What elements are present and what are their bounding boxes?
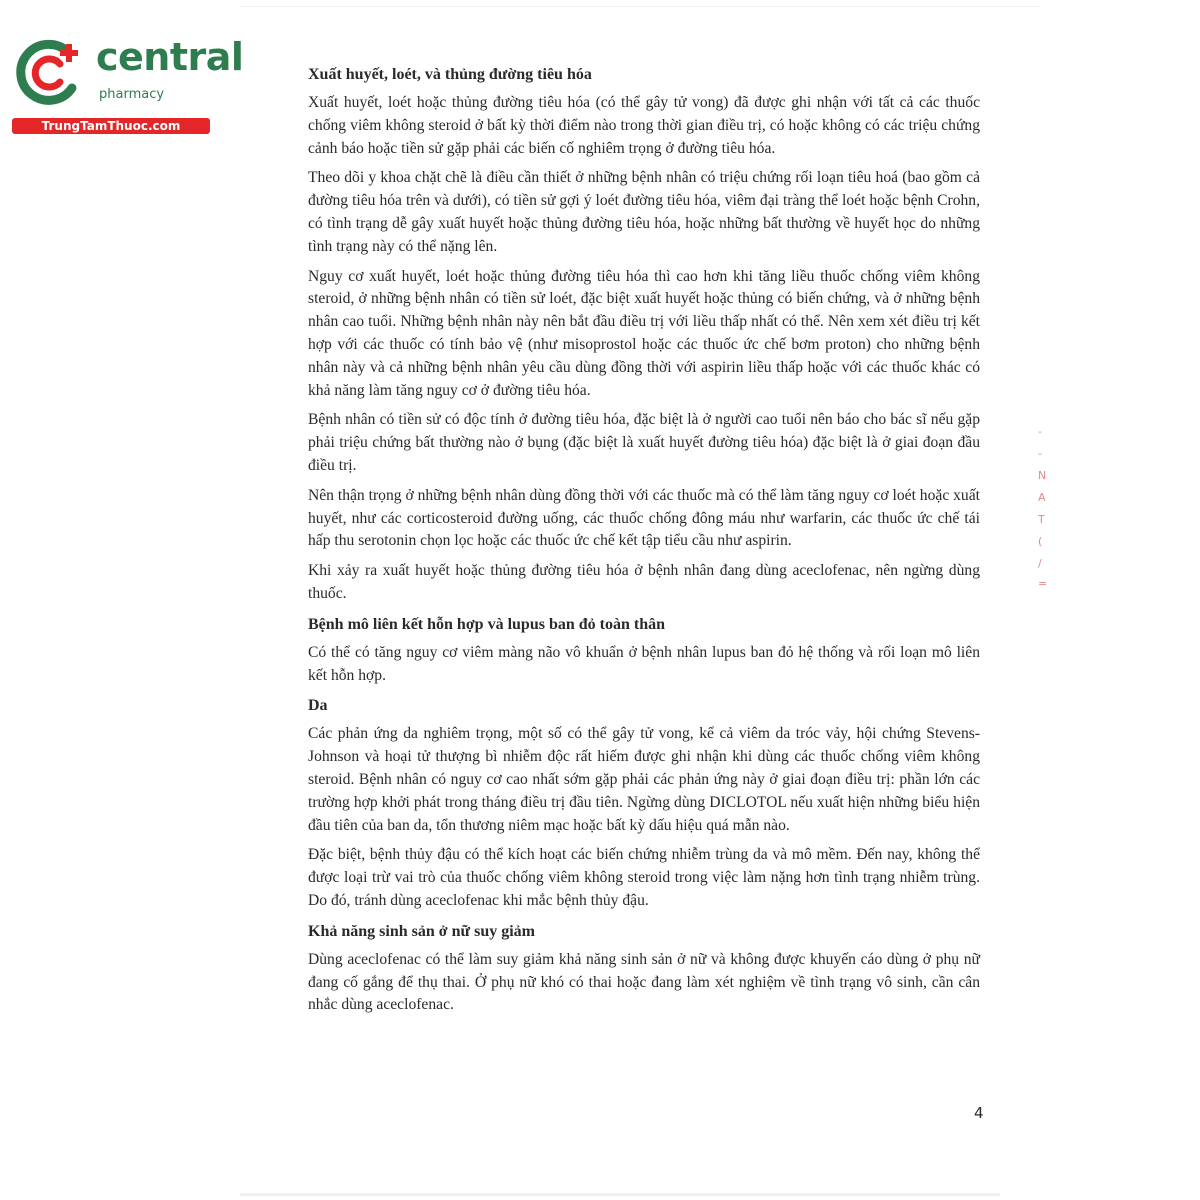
margin-stamp-marks: - - N A T ( / = bbox=[1038, 425, 1048, 590]
paragraph: Xuất huyết, loét hoặc thủng đường tiêu hóa (có thể gây tử vong) đã được ghi nhận với tất cả các thuốc chống viêm không steroid ở bất kỳ thời điểm nào trong thời gian điều trị, có hoặc không có các triệu chứng cảnh báo hoặc tiền sử gặp phải các biến cố nghiêm trọng ở đường tiêu hóa. bbox=[308, 94, 980, 157]
pharmacy-cross-logo-icon bbox=[10, 38, 90, 108]
scan-edge-bottom bbox=[240, 1193, 1000, 1196]
paragraph: Nên thận trọng ở những bệnh nhân dùng đồng thời với các thuốc mà có thể làm tăng nguy cơ loét hoặc xuất huyết, như các corticosteroid đường uống, các thuốc chống đông máu như warfarin, các thuốc ức chế tái hấp thu serotonin chọn lọc hoặc các thuốc ức chế kết tập tiểu cầu như aspirin. bbox=[308, 486, 980, 550]
paragraph: Các phản ứng da nghiêm trọng, một số có thể gây tử vong, kể cả viêm da tróc vảy, hội chứng Stevens-Johnson và hoại tử thượng bì nhiễm độc rất hiếm được ghi nhận khi dùng các thuốc chống viêm không steroid. Bệnh nhân có nguy cơ cao nhất sớm gặp phải các phản ứng này ở giai đoạn điều trị: phần lớn các trường hợp khởi phát trong tháng điều trị đầu tiên. Ngừng dùng DICLOTOL nếu xuất hiện những biểu hiện đầu tiên của ban da, tổn thương niêm mạc hoặc bất kỳ dấu hiệu quá mẫn nào. bbox=[308, 725, 980, 834]
section-gi-bleeding bbox=[308, 64, 980, 606]
paragraph: Bệnh nhân có tiền sử có độc tính ở đường tiêu hóa, đặc biệt là ở người cao tuổi nên báo cho bác sĩ nếu gặp phải triệu chứng bất thường nào ở bụng (đặc biệt là xuất huyết đường tiêu hóa) đặc biệt là ở giai đoạn đầu điều trị. bbox=[308, 411, 980, 474]
section-heading: Da bbox=[308, 697, 328, 715]
scan-edge-top bbox=[240, 6, 1040, 7]
section-female-fertility bbox=[308, 921, 980, 1017]
paragraph: Đặc biệt, bệnh thủy đậu có thể kích hoạt các biến chứng nhiễm trùng da và mô mềm. Đến nay, không thể được loại trừ vai trò của thuốc chống viêm không steroid trong việc làm nặng hơn tình trạng nhiễm trùng. Do đó, tránh dùng aceclofenac khi mắc bệnh thủy đậu. bbox=[308, 846, 980, 909]
section-skin bbox=[308, 695, 980, 912]
central-pharmacy-logo[interactable] bbox=[10, 35, 244, 138]
page-number: 4 bbox=[974, 1104, 984, 1122]
section-heading: Bệnh mô liên kết hỗn hợp và lupus ban đỏ toàn thân bbox=[308, 615, 665, 633]
paragraph: Khi xảy ra xuất huyết hoặc thủng đường tiêu hóa ở bệnh nhân đang dùng aceclofenac, nên ngừng dùng thuốc. bbox=[308, 562, 980, 602]
paragraph: Nguy cơ xuất huyết, loét hoặc thủng đường tiêu hóa thì cao hơn khi tăng liều thuốc chống viêm không steroid, ở những bệnh nhân có tiền sử loét, đặc biệt xuất huyết hoặc thủng có biến chứng, và ở những bệnh nhân cao tuổi. Những bệnh nhân này nên bắt đầu điều trị với liều thấp nhất có thể. Nên xem xét điều trị kết hợp với các thuốc có tính bảo vệ (như misoprostol hoặc các thuốc ức chế bơm proton) cho những bệnh nhân này và cả những bệnh nhân yêu cầu dùng đồng thời với aspirin liều thấp hoặc với các thuốc khác có khả năng làm tăng nguy cơ ở đường tiêu hóa. bbox=[308, 267, 980, 399]
logo-site-banner[interactable]: TrungTamThuoc.com bbox=[12, 118, 210, 134]
section-heading: Xuất huyết, loét, và thủng đường tiêu hóa bbox=[308, 66, 592, 83]
logo-subtitle: pharmacy bbox=[99, 87, 165, 102]
paragraph: Theo dõi y khoa chặt chẽ là điều cần thiết ở những bệnh nhân có triệu chứng rối loạn tiêu hoá (bao gồm cả đường tiêu hóa trên và dưới), có tiền sử gợi ý loét đường tiêu hóa, viêm đại tràng thể loét hoặc bệnh Crohn, có tình trạng dễ gây xuất huyết hoặc thủng đường tiêu hóa, hoặc những bất thường về huyết học do những tình trạng này có thể nặng lên. bbox=[308, 169, 980, 255]
document-page bbox=[308, 64, 980, 1024]
section-connective-tissue-lupus bbox=[308, 614, 980, 688]
logo-brand-name: central bbox=[96, 35, 244, 79]
paragraph: Có thể có tăng nguy cơ viêm màng não vô khuẩn ở bệnh nhân lupus ban đỏ hệ thống và rối loạn mô liên kết hỗn hợp. bbox=[308, 643, 980, 684]
section-heading: Khả năng sinh sản ở nữ suy giảm bbox=[308, 922, 535, 940]
paragraph: Dùng aceclofenac có thể làm suy giảm khả năng sinh sản ở nữ và không được khuyến cáo dùng ở phụ nữ đang cố gắng để thụ thai. Ở phụ nữ khó có thai hoặc đang làm xét nghiệm về tình trạng vô sinh, cần cân nhắc dùng aceclofenac. bbox=[308, 950, 980, 1014]
